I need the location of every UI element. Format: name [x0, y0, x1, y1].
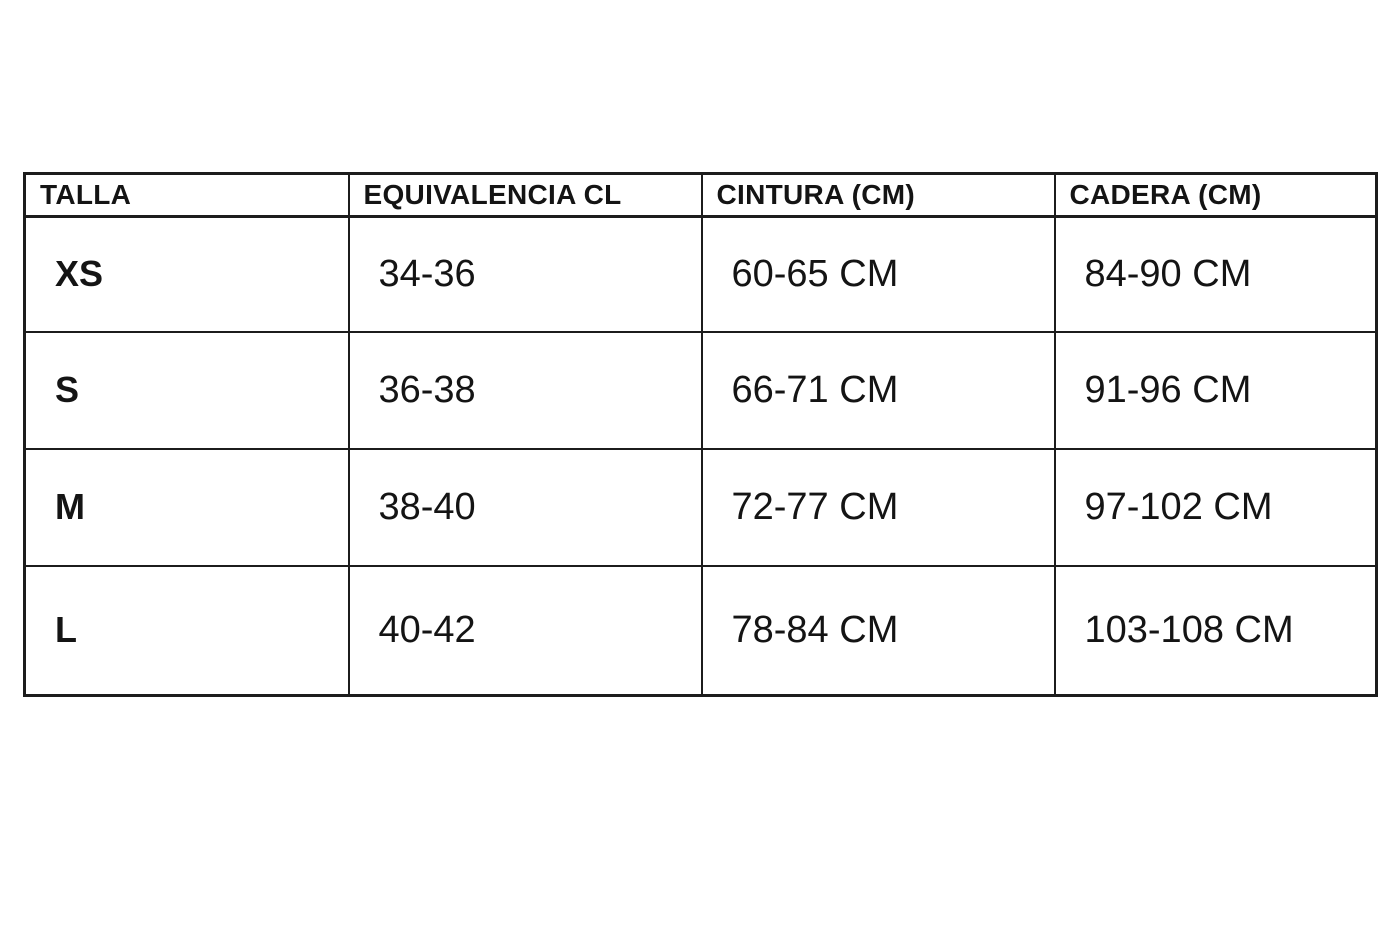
cell-cadera-l: 103-108 CM	[1055, 566, 1377, 696]
column-header-cadera: CADERA (CM)	[1055, 174, 1377, 217]
cell-cintura-m: 72-77 CM	[702, 449, 1055, 566]
cell-talla-s: S	[25, 332, 349, 449]
table-row-m	[25, 449, 1377, 566]
table-row-l	[25, 566, 1377, 696]
size-chart-table	[23, 172, 1378, 697]
header-row	[25, 174, 1377, 217]
cell-cadera-xs: 84-90 CM	[1055, 217, 1377, 332]
column-header-talla: TALLA	[25, 174, 349, 217]
cell-cadera-m: 97-102 CM	[1055, 449, 1377, 566]
cell-cintura-s: 66-71 CM	[702, 332, 1055, 449]
cell-equivalencia-xs: 34-36	[349, 217, 702, 332]
cell-equivalencia-m: 38-40	[349, 449, 702, 566]
column-header-cintura: CINTURA (CM)	[702, 174, 1055, 217]
cell-talla-xs: XS	[25, 217, 349, 332]
table-row-s	[25, 332, 1377, 449]
cell-cintura-l: 78-84 CM	[702, 566, 1055, 696]
table-row-xs	[25, 217, 1377, 332]
cell-equivalencia-s: 36-38	[349, 332, 702, 449]
cell-talla-m: M	[25, 449, 349, 566]
cell-cadera-s: 91-96 CM	[1055, 332, 1377, 449]
column-header-equivalencia-cl: EQUIVALENCIA CL	[349, 174, 702, 217]
cell-equivalencia-l: 40-42	[349, 566, 702, 696]
cell-talla-l: L	[25, 566, 349, 696]
cell-cintura-xs: 60-65 CM	[702, 217, 1055, 332]
